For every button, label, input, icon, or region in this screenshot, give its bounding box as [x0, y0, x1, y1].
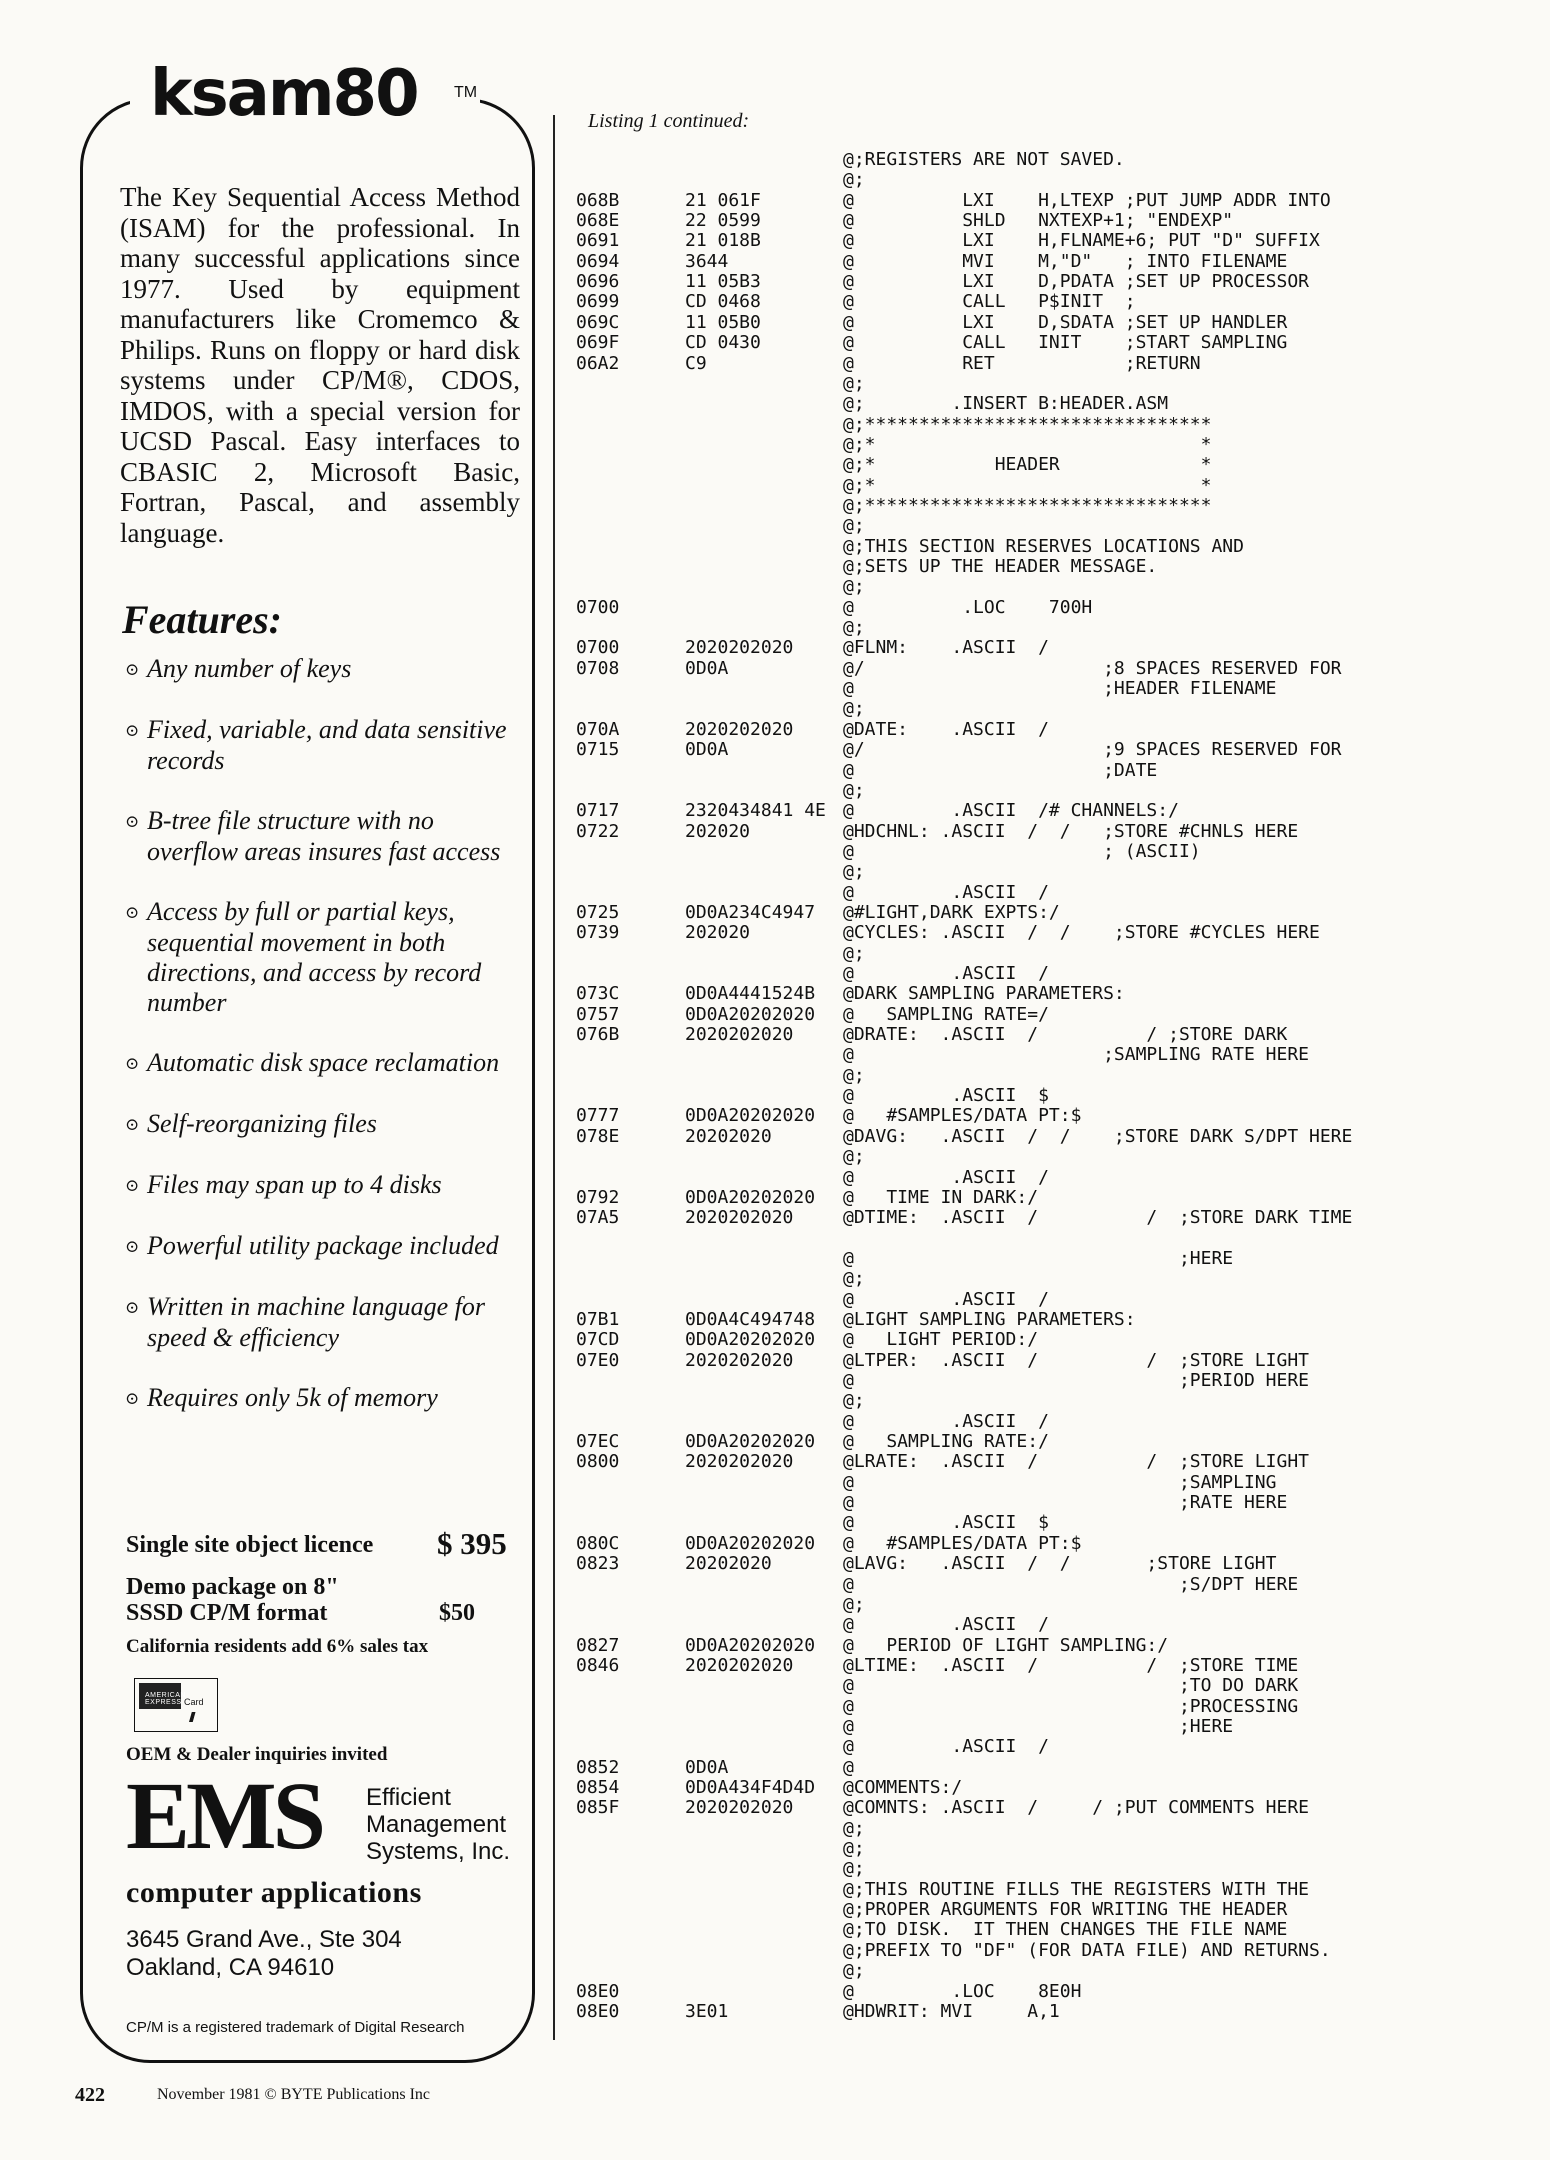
listing-source: @ .ASCII $	[843, 1512, 1049, 1533]
listing-source: @DATE: .ASCII /	[843, 719, 1049, 740]
listing-object-code: 0D0A20202020	[685, 1004, 816, 1025]
listing-source: @ RET ;RETURN	[843, 353, 1201, 374]
listing-source: @ .ASCII /	[843, 882, 1049, 903]
listing-address: 06A2	[576, 353, 620, 374]
listing-source: @;SETS UP THE HEADER MESSAGE.	[843, 556, 1158, 577]
bullet-icon: ⊙	[125, 660, 140, 679]
listing-source: @ ; (ASCII)	[843, 841, 1201, 862]
listing-source: @ ;TO DO DARK	[843, 1675, 1299, 1696]
listing-address: 068E	[576, 210, 620, 231]
trademark-symbol: TM	[454, 84, 478, 101]
listing-object-code: CD 0468	[685, 291, 761, 312]
listing-object-code: 0D0A4C494748	[685, 1309, 816, 1330]
listing-source: @;* *	[843, 434, 1212, 455]
bullet-icon: ⊙	[125, 1176, 140, 1195]
listing-object-code: 0D0A20202020	[685, 1635, 816, 1656]
feature-item	[125, 1048, 525, 1079]
listing-source: @;********************************	[843, 414, 1212, 435]
listing-object-code: 0D0A	[685, 739, 729, 760]
listing-source: @LTIME: .ASCII / / ;STORE TIME	[843, 1655, 1299, 1676]
listing-source: @;REGISTERS ARE NOT SAVED.	[843, 149, 1125, 170]
company-name-line: Systems, Inc.	[366, 1838, 511, 1865]
listing-source: @	[843, 1757, 854, 1778]
feature-item	[125, 1292, 525, 1353]
listing-object-code: 11 05B0	[685, 312, 761, 333]
card-label: Card	[184, 1697, 204, 1707]
listing-source: @ LXI H,LTEXP ;PUT JUMP ADDR INTO	[843, 190, 1331, 211]
listing-source: @DTIME: .ASCII / / ;STORE DARK TIME	[843, 1207, 1353, 1228]
listing-heading: Listing 1 continued:	[588, 110, 750, 132]
listing-source: @;PROPER ARGUMENTS FOR WRITING THE HEADER	[843, 1899, 1288, 1920]
listing-object-code: 3E01	[685, 2001, 729, 2022]
bullet-icon: ⊙	[125, 812, 140, 831]
listing-address: 080C	[576, 1533, 620, 1554]
listing-object-code: 2020202020	[685, 1655, 794, 1676]
listing-object-code: 3644	[685, 251, 729, 272]
listing-source: @;* *	[843, 475, 1212, 496]
listing-source: @ LXI H,FLNAME+6; PUT "D" SUFFIX	[843, 230, 1320, 251]
listing-address: 07A5	[576, 1207, 620, 1228]
features-list	[125, 654, 525, 1444]
listing-source: @COMMENTS:/	[843, 1777, 963, 1798]
listing-source: @ ;RATE HERE	[843, 1492, 1288, 1513]
listing-object-code: 0D0A20202020	[685, 1105, 816, 1126]
listing-source: @;	[843, 515, 865, 536]
listing-object-code: 0D0A20202020	[685, 1329, 816, 1350]
listing-source: @ TIME IN DARK:/	[843, 1187, 1039, 1208]
listing-address: 0696	[576, 271, 620, 292]
licence-label: Single site object licence	[126, 1532, 374, 1558]
feature-text: Any number of keys	[147, 654, 352, 683]
listing-source: @;* HEADER *	[843, 454, 1212, 475]
listing-source: @ .ASCII /	[843, 1167, 1049, 1188]
bullet-icon: ⊙	[125, 1237, 140, 1256]
listing-address: 08E0	[576, 2001, 620, 2022]
listing-source: @ SHLD NXTEXP+1; "ENDEXP"	[843, 210, 1234, 231]
feature-text: Fixed, variable, and data sensitive records	[147, 715, 507, 775]
listing-source: @;	[843, 698, 865, 719]
listing-object-code: 2020202020	[685, 719, 794, 740]
listing-address: 0715	[576, 739, 620, 760]
feature-text: Powerful utility package included	[147, 1231, 499, 1260]
listing-source: @ CALL INIT ;START SAMPLING	[843, 332, 1288, 353]
listing-object-code: 0D0A	[685, 658, 729, 679]
listing-source: @ CALL P$INIT ;	[843, 291, 1136, 312]
feature-item	[125, 1109, 525, 1140]
features-heading: Features:	[122, 597, 282, 642]
listing-source: @;	[843, 373, 865, 394]
feature-item	[125, 897, 525, 1018]
listing-source: @ .LOC 700H	[843, 597, 1093, 618]
listing-object-code: 202020	[685, 922, 751, 943]
listing-source: @ PERIOD OF LIGHT SAMPLING:/	[843, 1635, 1169, 1656]
listing-address: 069C	[576, 312, 620, 333]
listing-source: @ LIGHT PERIOD:/	[843, 1329, 1039, 1350]
feature-item	[125, 1170, 525, 1201]
column-divider	[553, 115, 555, 2040]
listing-object-code: C9	[685, 353, 707, 374]
listing-address: 0700	[576, 597, 620, 618]
listing-object-code: 2320434841 4E	[685, 800, 826, 821]
listing-source: @;	[843, 1146, 865, 1167]
feature-item	[125, 1383, 525, 1414]
listing-object-code: 2020202020	[685, 637, 794, 658]
listing-source: @ ;HERE	[843, 1248, 1234, 1269]
listing-address: 07B1	[576, 1309, 620, 1330]
demo-line-2: SSSD CP/M format	[126, 1600, 328, 1626]
feature-text: Files may span up to 4 disks	[147, 1170, 442, 1199]
bullet-icon: ⊙	[125, 903, 140, 922]
company-name	[366, 1784, 510, 1865]
oem-note: OEM & Dealer inquiries invited	[126, 1744, 388, 1765]
listing-address: 0792	[576, 1187, 620, 1208]
feature-text: B-tree file structure with no overflow areas insures fast access	[147, 806, 501, 866]
listing-object-code: 202020	[685, 821, 751, 842]
listing-address: 0717	[576, 800, 620, 821]
listing-object-code: 2020202020	[685, 1451, 794, 1472]
listing-source: @/ ;8 SPACES RESERVED FOR	[843, 658, 1342, 679]
tax-note: California residents add 6% sales tax	[126, 1636, 429, 1657]
listing-address: 0691	[576, 230, 620, 251]
address-line: Oakland, CA 94610	[126, 1954, 335, 1981]
feature-text: Self-reorganizing files	[147, 1109, 377, 1138]
listing-source: @ .LOC 8E0H	[843, 1981, 1082, 2002]
company-name-line: Efficient	[366, 1784, 451, 1811]
feature-item	[125, 654, 525, 685]
listing-address: 0700	[576, 637, 620, 658]
listing-source: @;	[843, 943, 865, 964]
listing-source: @ ;SAMPLING	[843, 1472, 1277, 1493]
listing-source: @HDCHNL: .ASCII / / ;STORE #CHNLS HERE	[843, 821, 1299, 842]
listing-source: @ SAMPLING RATE:/	[843, 1431, 1049, 1452]
listing-source: @ .ASCII /	[843, 1411, 1049, 1432]
listing-address: 07CD	[576, 1329, 620, 1350]
listing-address: 076B	[576, 1024, 620, 1045]
listing-source: @#LIGHT,DARK EXPTS:/	[843, 902, 1060, 923]
listing-source: @;THIS ROUTINE FILLS THE REGISTERS WITH THE	[843, 1879, 1309, 1900]
listing-object-code: 2020202020	[685, 1350, 794, 1371]
listing-address: 078E	[576, 1126, 620, 1147]
listing-address: 07EC	[576, 1431, 620, 1452]
listing-source: @/ ;9 SPACES RESERVED FOR	[843, 739, 1342, 760]
listing-source: @CYCLES: .ASCII / / ;STORE #CYCLES HERE	[843, 922, 1320, 943]
listing-source: @ .ASCII /	[843, 1736, 1049, 1757]
amex-card-icon	[134, 1678, 218, 1732]
ksam80-logo: ksam80	[150, 57, 418, 131]
listing-object-code: 20202020	[685, 1126, 772, 1147]
listing-object-code: 0D0A20202020	[685, 1533, 816, 1554]
trademark-note: CP/M is a registered trademark of Digital Research	[126, 2019, 465, 2036]
listing-object-code: 21 061F	[685, 190, 761, 211]
listing-source: @ LXI D,SDATA ;SET UP HANDLER	[843, 312, 1288, 333]
bullet-icon: ⊙	[125, 1054, 140, 1073]
listing-address: 0699	[576, 291, 620, 312]
listing-source: @ .ASCII /	[843, 1289, 1049, 1310]
listing-address: 0854	[576, 1777, 620, 1798]
listing-object-code: 0D0A234C4947	[685, 902, 816, 923]
footer-credit: November 1981 © BYTE Publications Inc	[157, 2086, 430, 2103]
listing-source: @ ;S/DPT HERE	[843, 1574, 1299, 1595]
listing-source: @ .ASCII /	[843, 963, 1049, 984]
listing-object-code: 0D0A	[685, 1757, 729, 1778]
listing-object-code: 21 018B	[685, 230, 761, 251]
listing-source: @;TO DISK. IT THEN CHANGES THE FILE NAME	[843, 1919, 1288, 1940]
listing-object-code: 11 05B3	[685, 271, 761, 292]
listing-source: @ ;HEADER FILENAME	[843, 678, 1277, 699]
amex-logo-box	[139, 1683, 186, 1709]
feature-text: Written in machine language for speed & efficiency	[147, 1292, 485, 1352]
feature-item	[125, 1231, 525, 1262]
listing-object-code: 2020202020	[685, 1797, 794, 1818]
listing-address: 0722	[576, 821, 620, 842]
listing-source: @ ;PERIOD HERE	[843, 1370, 1309, 1391]
card-stripe-icon: ////	[189, 1709, 193, 1725]
listing-source: @;	[843, 617, 865, 638]
listing-source: @DAVG: .ASCII / / ;STORE DARK S/DPT HERE	[843, 1126, 1353, 1147]
listing-source: @;	[843, 1858, 865, 1879]
address-line: 3645 Grand Ave., Ste 304	[126, 1926, 402, 1953]
listing-source: @HDWRIT: MVI A,1	[843, 2001, 1060, 2022]
bullet-icon: ⊙	[125, 1389, 140, 1408]
listing-source: @ .ASCII /# CHANNELS:/	[843, 800, 1179, 821]
listing-source: @;	[843, 169, 865, 190]
listing-address: 070A	[576, 719, 620, 740]
listing-source: @;PREFIX TO "DF" (FOR DATA FILE) AND RETURNS.	[843, 1940, 1331, 1961]
listing-source: @;	[843, 861, 865, 882]
listing-object-code: 0D0A20202020	[685, 1431, 816, 1452]
listing-source: @;	[843, 1838, 865, 1859]
listing-address: 0777	[576, 1105, 620, 1126]
listing-address: 068B	[576, 190, 620, 211]
listing-source: @LRATE: .ASCII / / ;STORE LIGHT	[843, 1451, 1309, 1472]
listing-source: @;	[843, 1818, 865, 1839]
computer-applications-tagline: computer applications	[126, 1876, 422, 1909]
listing-source: @DARK SAMPLING PARAMETERS:	[843, 983, 1125, 1004]
listing-address: 0757	[576, 1004, 620, 1025]
feature-text: Automatic disk space reclamation	[147, 1048, 500, 1077]
listing-source: @;THIS SECTION RESERVES LOCATIONS AND	[843, 536, 1244, 557]
listing-source: @;	[843, 1065, 865, 1086]
bullet-icon: ⊙	[125, 721, 140, 740]
listing-source: @ SAMPLING RATE=/	[843, 1004, 1049, 1025]
listing-source: @;	[843, 1268, 865, 1289]
listing-object-code: 0D0A20202020	[685, 1187, 816, 1208]
listing-source: @LTPER: .ASCII / / ;STORE LIGHT	[843, 1350, 1309, 1371]
listing-object-code: 22 0599	[685, 210, 761, 231]
listing-source: @;********************************	[843, 495, 1212, 516]
listing-object-code: 20202020	[685, 1553, 772, 1574]
listing-source: @ #SAMPLES/DATA PT:$	[843, 1105, 1082, 1126]
listing-address: 0846	[576, 1655, 620, 1676]
listing-object-code: 2020202020	[685, 1024, 794, 1045]
listing-source: @ .ASCII /	[843, 1614, 1049, 1635]
listing-source: @ ;SAMPLING RATE HERE	[843, 1044, 1309, 1065]
listing-source: @;	[843, 1960, 865, 1981]
listing-source: @ LXI D,PDATA ;SET UP PROCESSOR	[843, 271, 1309, 292]
demo-line-1: Demo package on 8"	[126, 1574, 339, 1600]
licence-price: $ 395	[437, 1526, 507, 1561]
listing-object-code: 2020202020	[685, 1207, 794, 1228]
demo-offer	[126, 1574, 339, 1626]
listing-source: @COMNTS: .ASCII / / ;PUT COMMENTS HERE	[843, 1797, 1309, 1818]
demo-price: $50	[439, 1600, 475, 1626]
listing-address: 08E0	[576, 1981, 620, 2002]
listing-object-code: 0D0A434F4D4D	[685, 1777, 816, 1798]
listing-object-code: CD 0430	[685, 332, 761, 353]
listing-source: @; .INSERT B:HEADER.ASM	[843, 393, 1169, 414]
listing-address: 0827	[576, 1635, 620, 1656]
listing-source: @;	[843, 576, 865, 597]
listing-address: 069F	[576, 332, 620, 353]
listing-source: @LAVG: .ASCII / / ;STORE LIGHT	[843, 1553, 1277, 1574]
listing-address: 0800	[576, 1451, 620, 1472]
feature-text: Requires only 5k of memory	[147, 1383, 438, 1412]
listing-source: @DRATE: .ASCII / / ;STORE DARK	[843, 1024, 1288, 1045]
listing-address: 0725	[576, 902, 620, 923]
listing-source: @ .ASCII $	[843, 1085, 1049, 1106]
company-address	[126, 1926, 402, 1982]
bullet-icon: ⊙	[125, 1298, 140, 1317]
listing-source: @ ;DATE	[843, 760, 1158, 781]
listing-source: @;	[843, 1390, 865, 1411]
listing-source: @ MVI M,"D" ; INTO FILENAME	[843, 251, 1288, 272]
listing-source: @;	[843, 780, 865, 801]
listing-address: 0739	[576, 922, 620, 943]
listing-object-code: 0D0A4441524B	[685, 983, 816, 1004]
page-number: 422	[75, 2084, 105, 2106]
ems-logo: EMS	[126, 1762, 323, 1869]
listing-address: 073C	[576, 983, 620, 1004]
listing-source: @FLNM: .ASCII /	[843, 637, 1049, 658]
bullet-icon: ⊙	[125, 1115, 140, 1134]
listing-source: @ ;HERE	[843, 1716, 1234, 1737]
ad-intro-paragraph: The Key Sequential Access Method (ISAM) for the professional. In many successful applications since 1977. Used by equipment manufacturers like Cromemco & Philips. Runs on floppy or hard disk systems under CP/M®, CDOS, IMDOS, with a special version for UCSD Pascal. Easy interfaces to CBASIC 2, Microsoft Basic, Fortran, Pascal, and assembly language.	[120, 182, 520, 548]
company-name-line: Management	[366, 1811, 507, 1838]
listing-address: 085F	[576, 1797, 620, 1818]
amex-text: AMERICAN EXPRESS	[145, 1692, 186, 1706]
listing-address: 07E0	[576, 1350, 620, 1371]
listing-source: @ ;PROCESSING	[843, 1696, 1299, 1717]
listing-source: @LIGHT SAMPLING PARAMETERS:	[843, 1309, 1136, 1330]
feature-item	[125, 806, 525, 867]
feature-text: Access by full or partial keys, sequential movement in both directions, and access by record number	[147, 897, 482, 1017]
listing-address: 0823	[576, 1553, 620, 1574]
feature-item	[125, 715, 525, 776]
listing-address: 0708	[576, 658, 620, 679]
listing-source: @;	[843, 1594, 865, 1615]
listing-address: 0852	[576, 1757, 620, 1778]
listing-source: @ #SAMPLES/DATA PT:$	[843, 1533, 1082, 1554]
listing-address: 0694	[576, 251, 620, 272]
